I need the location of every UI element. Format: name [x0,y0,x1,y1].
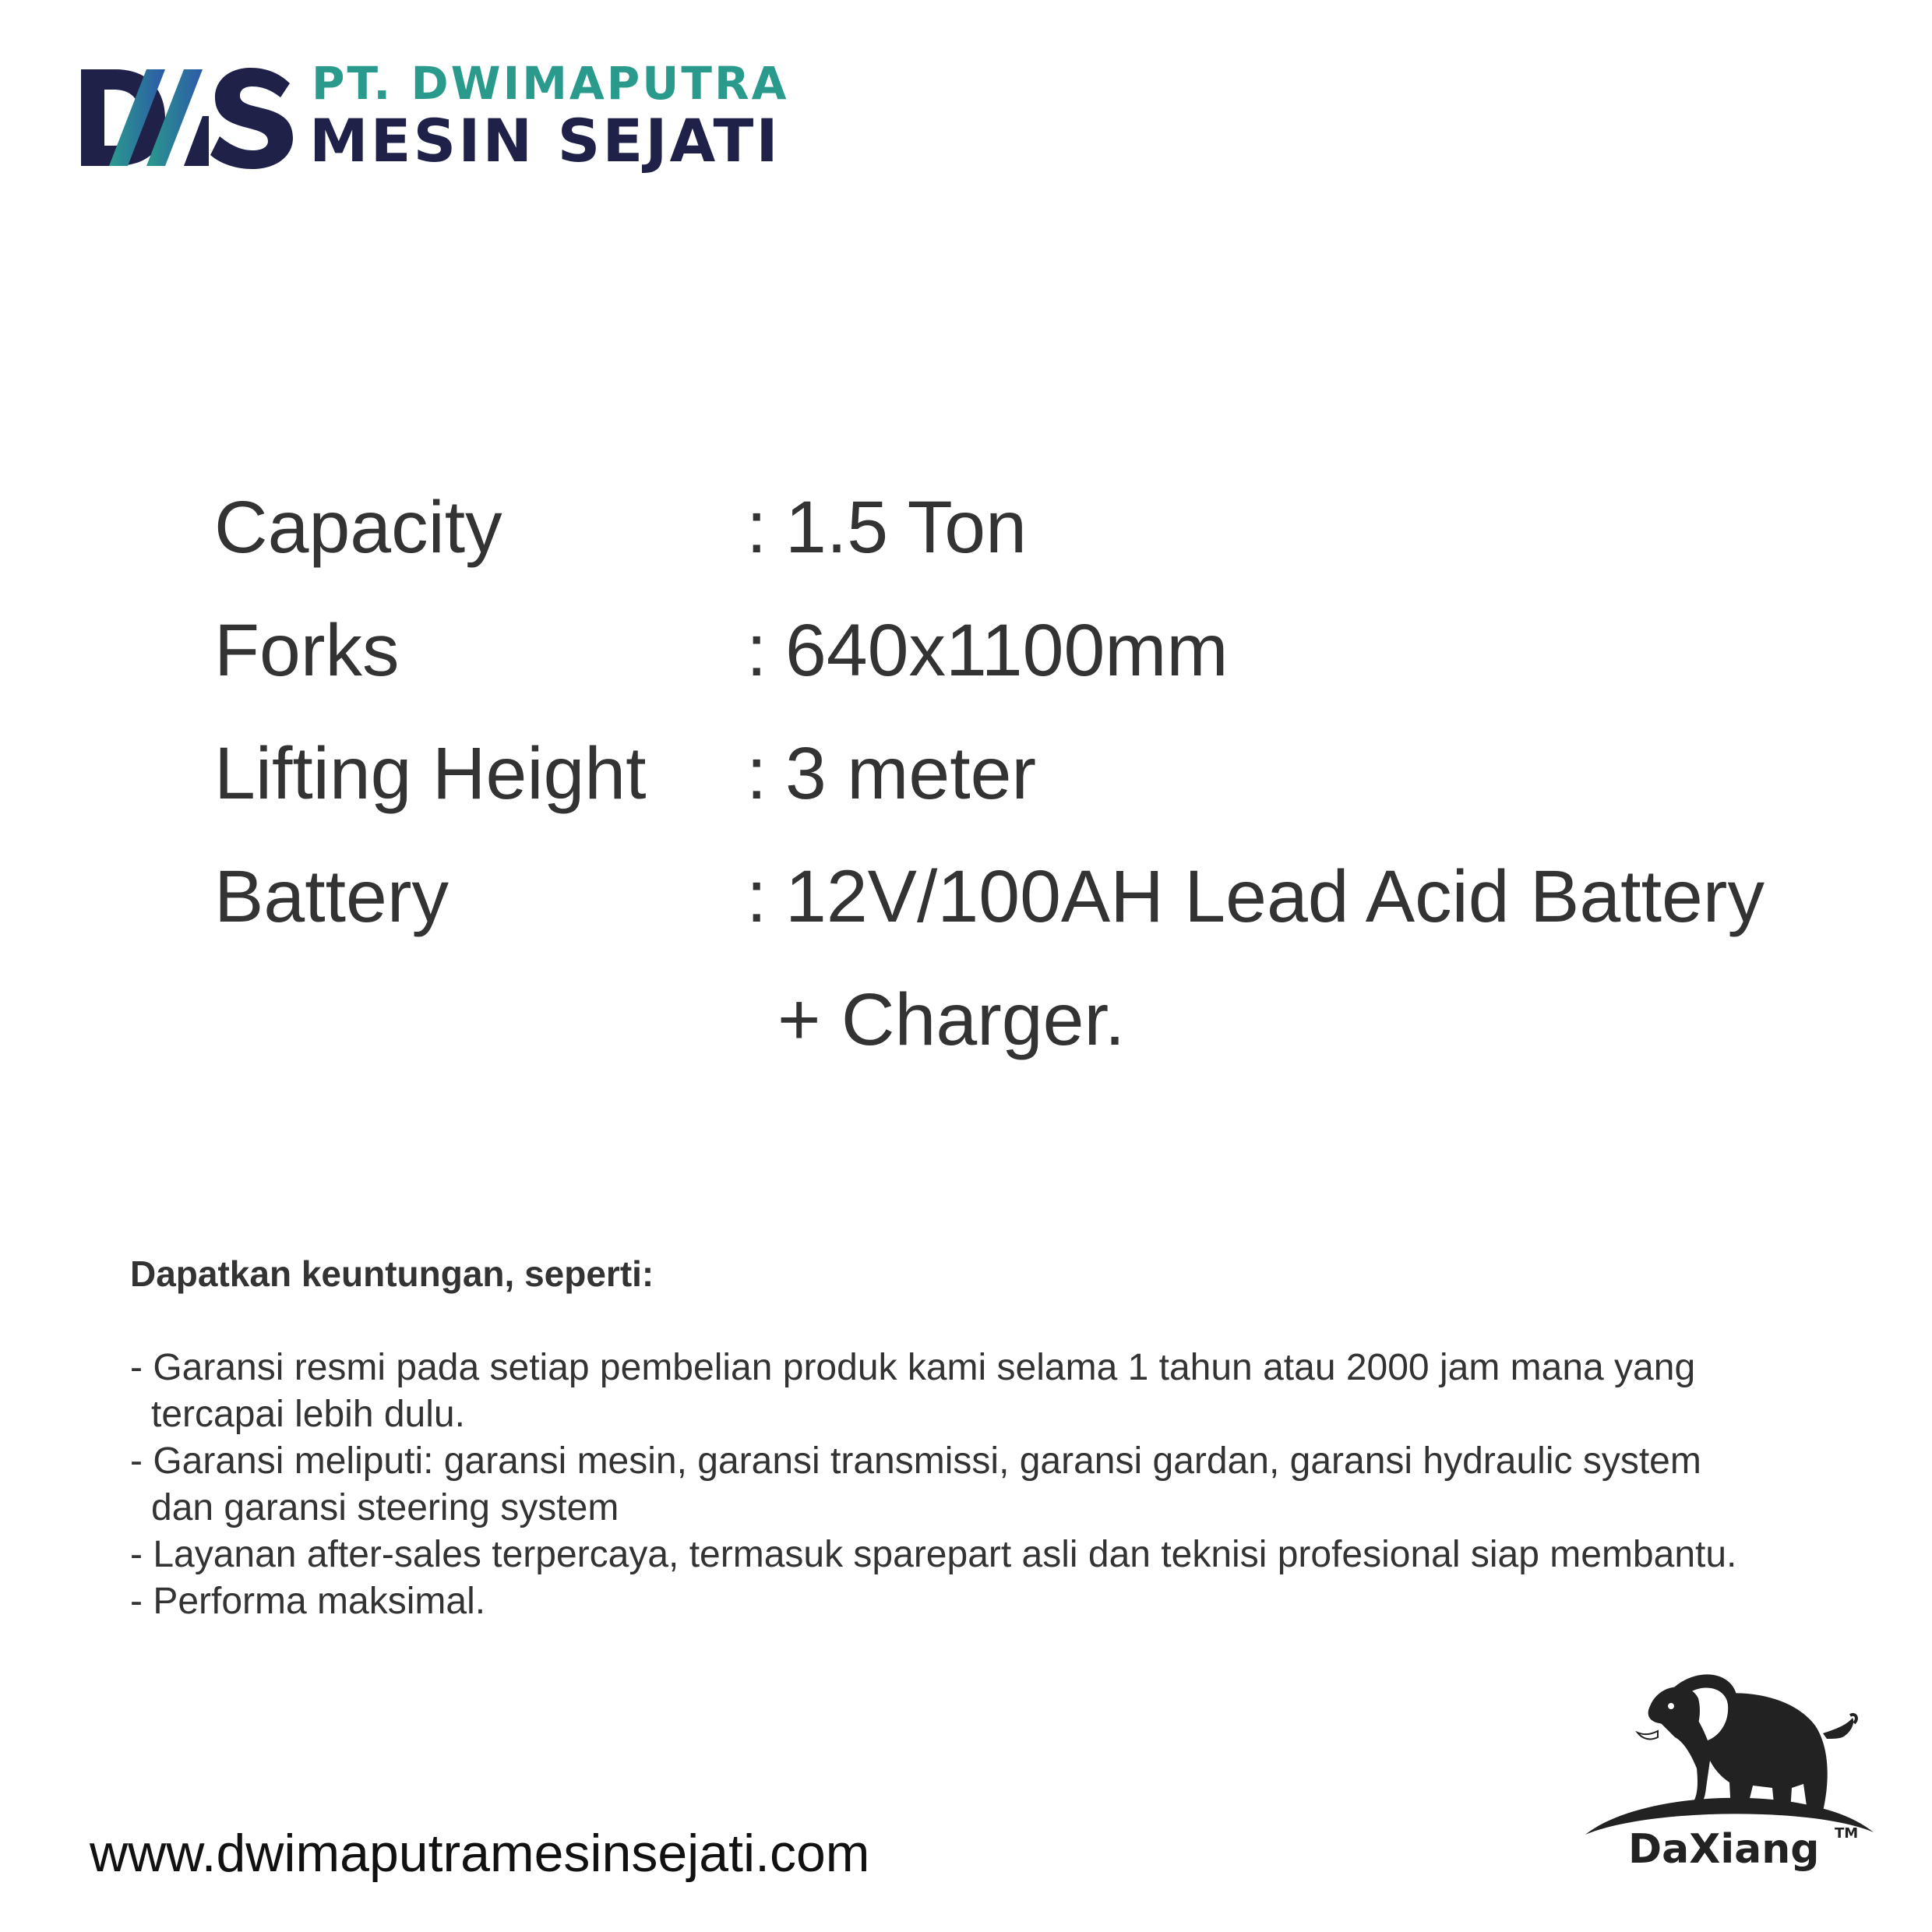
benefit-line: - Performa maksimal. [130,1581,486,1622]
benefit-line: tercapai lebih dulu. [151,1394,465,1435]
spec-value: 1.5 Ton [785,486,1027,569]
website-link[interactable]: www.dwimaputramesinsejati.com [90,1824,870,1883]
benefit-line: - Layanan after-sales terpercaya, termasuk sparepart asli dan teknisi profesional siap membantu. [130,1534,1737,1575]
benefit-line: dan garansi steering system [151,1487,619,1528]
spec-value-continuation: + Charger. [777,978,1126,1061]
brand-trademark: TM [1835,1825,1859,1842]
spec-label: Capacity [214,486,502,569]
spec-colon: : [746,486,767,569]
spec-colon: : [746,609,767,692]
spec-value: 640x1100mm [785,609,1229,692]
spec-value: 12V/100AH Lead Acid Battery [785,855,1765,938]
brand-name: DaXiang [1628,1826,1820,1873]
spec-colon: : [746,855,767,938]
spec-value: 3 meter [785,732,1037,815]
spec-label: Battery [214,855,449,938]
benefit-line: - Garansi resmi pada setiap pembelian produk kami selama 1 tahun atau 2000 jam mana yang [130,1347,1696,1388]
company-name-line2: MESIN SEJATI [309,106,781,175]
spec-colon: : [746,732,767,815]
company-logo-mark [78,66,296,169]
benefits-title: Dapatkan keuntungan, seperti: [130,1253,654,1294]
spec-label: Lifting Height [214,732,647,815]
company-name-line1: PT. DWIMAPUTRA [312,57,789,110]
benefit-line: - Garansi meliputi: garansi mesin, garansi transmissi, garansi gardan, garansi hydraulic system [130,1440,1701,1482]
spec-label: Forks [214,609,400,692]
